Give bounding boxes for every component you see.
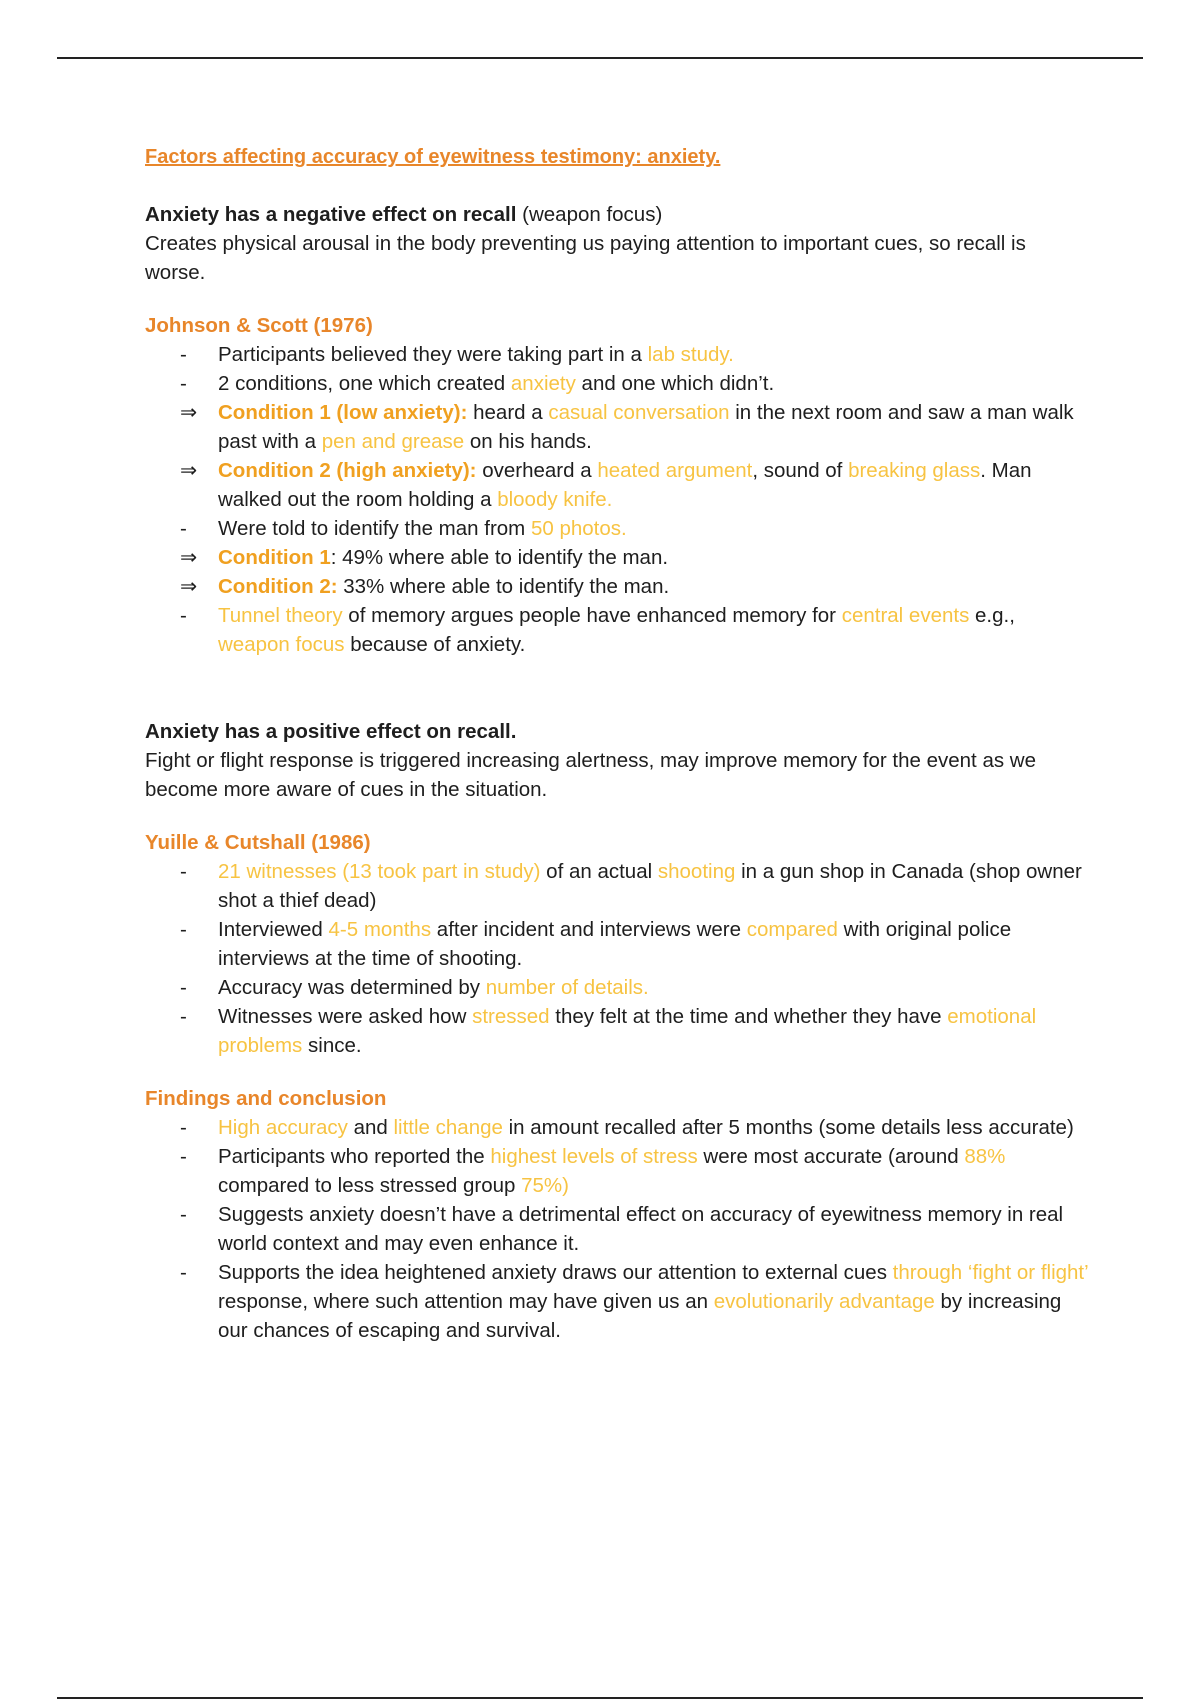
item-text: 33% where able to identify the man. bbox=[337, 575, 670, 598]
item-text: with original police interviews at the time of shooting. bbox=[218, 918, 1012, 970]
findings-heading: Findings and conclusion bbox=[145, 1087, 387, 1110]
highlighted-text: evolutionarily advantage bbox=[713, 1290, 935, 1313]
item-text: heard a bbox=[467, 401, 549, 424]
highlighted-text: 50 photos. bbox=[530, 517, 627, 540]
dash-bullet: - bbox=[180, 976, 187, 999]
list-item bbox=[145, 398, 1090, 456]
item-text: and one which didn’t. bbox=[575, 372, 775, 395]
list-item bbox=[145, 369, 1090, 398]
item-text: Supports the idea heightened anxiety draws our attention to external cues bbox=[218, 1261, 893, 1284]
dash-bullet: - bbox=[180, 1005, 187, 1028]
document-title: Factors affecting accuracy of eyewitness testimony: anxiety. bbox=[145, 146, 721, 168]
list-item bbox=[145, 1142, 1090, 1200]
item-text: 2 conditions, one which created bbox=[218, 372, 511, 395]
item-text: . Man walked out the room holding a bbox=[218, 459, 1032, 511]
list-item bbox=[145, 1113, 1090, 1142]
dash-bullet: - bbox=[180, 343, 187, 366]
dash-bullet: - bbox=[180, 372, 187, 395]
item-text: were most accurate (around bbox=[697, 1145, 965, 1168]
item-text: Suggests anxiety doesn’t have a detrimental effect on accuracy of eyewitness memory in real world context and may even enhance it. bbox=[218, 1203, 1064, 1255]
item-text: compared to less stressed group bbox=[218, 1174, 522, 1197]
list-item bbox=[145, 340, 1090, 369]
item-text: Interviewed bbox=[218, 918, 329, 941]
negative-effect-heading bbox=[145, 200, 1090, 229]
arrow-bullet-icon: ⇒ bbox=[180, 401, 198, 424]
dash-bullet: - bbox=[180, 1116, 187, 1139]
negative-heading-text: Anxiety has a negative effect on recall bbox=[145, 203, 517, 226]
dash-bullet: - bbox=[180, 1203, 187, 1226]
highlighted-text: 88% bbox=[964, 1145, 1006, 1168]
item-text: of memory argues people have enhanced memory for bbox=[342, 604, 842, 627]
dash-bullet: - bbox=[180, 860, 187, 883]
highlighted-text: Condition 1 bbox=[218, 546, 331, 569]
item-text: overheard a bbox=[476, 459, 598, 482]
findings-list bbox=[145, 1113, 1090, 1345]
list-item bbox=[145, 1258, 1090, 1345]
item-text: , sound of bbox=[752, 459, 849, 482]
section-gap bbox=[145, 659, 1090, 717]
highlighted-text: lab study. bbox=[647, 343, 734, 366]
dash-bullet: - bbox=[180, 1145, 187, 1168]
list-item bbox=[145, 1200, 1090, 1258]
item-text: of an actual bbox=[540, 860, 658, 883]
item-text: Were told to identify the man from bbox=[218, 517, 531, 540]
item-text: after incident and interviews were bbox=[431, 918, 747, 941]
highlighted-text: 21 witnesses (13 took part in study) bbox=[218, 860, 541, 883]
johnson-scott-heading: Johnson & Scott (1976) bbox=[145, 314, 373, 337]
list-item bbox=[145, 514, 1090, 543]
item-text: by increasing our chances of escaping and survival. bbox=[218, 1290, 1062, 1342]
highlighted-text: through ‘fight or flight’ bbox=[892, 1261, 1088, 1284]
list-item bbox=[145, 857, 1090, 915]
highlighted-text: High accuracy bbox=[218, 1116, 348, 1139]
item-text: since. bbox=[302, 1034, 362, 1057]
highlighted-text: 4-5 months bbox=[328, 918, 432, 941]
dash-bullet: - bbox=[180, 1261, 187, 1284]
highlighted-text: Condition 1 (low anxiety): bbox=[218, 401, 468, 424]
item-text: Witnesses were asked how bbox=[218, 1005, 473, 1028]
highlighted-text: emotional problems bbox=[218, 1005, 1037, 1057]
negative-effect-description: Creates physical arousal in the body preventing us paying attention to important cues, so recall is worse. bbox=[145, 232, 1026, 284]
item-text: on his hands. bbox=[464, 430, 592, 453]
highlighted-text: casual conversation bbox=[548, 401, 730, 424]
list-item bbox=[145, 572, 1090, 601]
positive-effect-heading: Anxiety has a positive effect on recall. bbox=[145, 720, 517, 743]
yuille-cutshall-heading: Yuille & Cutshall (1986) bbox=[145, 831, 371, 854]
highlighted-text: pen and grease bbox=[321, 430, 465, 453]
item-text: and bbox=[347, 1116, 394, 1139]
highlighted-text: weapon focus bbox=[218, 633, 345, 656]
highlighted-text: stressed bbox=[472, 1005, 550, 1028]
dash-bullet: - bbox=[180, 517, 187, 540]
item-text: in a gun shop in Canada (shop owner shot a thief dead) bbox=[218, 860, 1082, 912]
list-item bbox=[145, 543, 1090, 572]
yuille-cutshall-list bbox=[145, 857, 1090, 1060]
highlighted-text: 75%) bbox=[521, 1174, 569, 1197]
highlighted-text: Tunnel theory bbox=[218, 604, 343, 627]
item-text: because of anxiety. bbox=[344, 633, 526, 656]
highlighted-text: highest levels of stress bbox=[490, 1145, 698, 1168]
arrow-bullet-icon: ⇒ bbox=[180, 459, 198, 482]
item-text: in the next room and saw a man walk past with a bbox=[218, 401, 1074, 453]
list-item bbox=[145, 456, 1090, 514]
item-text: Participants who reported the bbox=[218, 1145, 491, 1168]
item-text: e.g., bbox=[969, 604, 1015, 627]
highlighted-text: anxiety bbox=[510, 372, 576, 395]
positive-effect-description: Fight or flight response is triggered increasing alertness, may improve memory for the event as we become more aware of cues in the situation. bbox=[145, 749, 1036, 801]
header-rule bbox=[57, 57, 1143, 59]
list-item bbox=[145, 601, 1090, 659]
highlighted-text: bloody knife. bbox=[497, 488, 613, 511]
list-item bbox=[145, 915, 1090, 973]
highlighted-text: little change bbox=[393, 1116, 503, 1139]
item-text: Accuracy was determined by bbox=[218, 976, 486, 999]
list-item bbox=[145, 1002, 1090, 1060]
document-page bbox=[145, 143, 1090, 1345]
item-text: Participants believed they were taking part in a bbox=[218, 343, 648, 366]
item-text: they felt at the time and whether they have bbox=[549, 1005, 948, 1028]
list-item bbox=[145, 973, 1090, 1002]
footer-rule bbox=[57, 1697, 1143, 1699]
item-text: in amount recalled after 5 months (some details less accurate) bbox=[502, 1116, 1074, 1139]
highlighted-text: heated argument bbox=[597, 459, 753, 482]
highlighted-text: number of details. bbox=[485, 976, 649, 999]
highlighted-text: compared bbox=[746, 918, 838, 941]
item-text: : 49% where able to identify the man. bbox=[330, 546, 669, 569]
highlighted-text: breaking glass bbox=[848, 459, 981, 482]
highlighted-text: central events bbox=[841, 604, 970, 627]
highlighted-text: Condition 2 (high anxiety): bbox=[218, 459, 477, 482]
johnson-scott-list bbox=[145, 340, 1090, 659]
negative-heading-note: (weapon focus) bbox=[516, 203, 663, 226]
arrow-bullet-icon: ⇒ bbox=[180, 546, 198, 569]
highlighted-text: shooting bbox=[657, 860, 736, 883]
highlighted-text: Condition 2: bbox=[218, 575, 338, 598]
item-text: response, where such attention may have given us an bbox=[218, 1290, 714, 1313]
dash-bullet: - bbox=[180, 604, 187, 627]
arrow-bullet-icon: ⇒ bbox=[180, 575, 198, 598]
dash-bullet: - bbox=[180, 918, 187, 941]
